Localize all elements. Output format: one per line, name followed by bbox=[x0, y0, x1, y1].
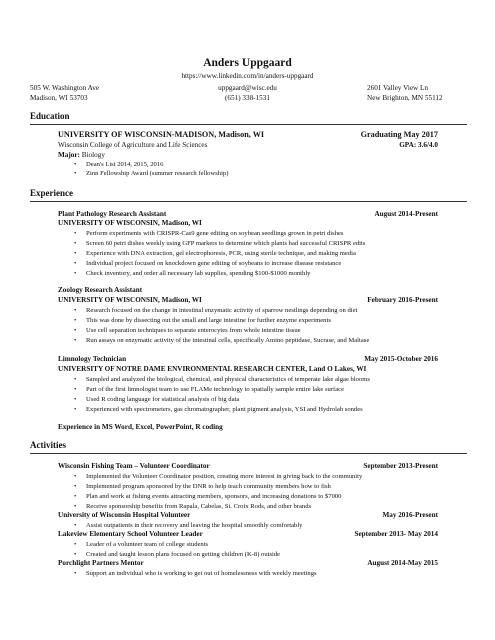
activity-bullet: • Implemented program sponsored by the DNR to help teach community members how to fish bbox=[86, 482, 331, 491]
job-bullet: • Experience with DNA extraction, gel electrophoresis, PCR, using sterile technique, and making media bbox=[86, 249, 356, 258]
address-line: New Brighton, MN 55112 bbox=[367, 93, 443, 102]
school-name: UNIVERSITY OF WISCONSIN-MADISON, Madison, WI bbox=[58, 130, 265, 139]
graduation-date: Graduating May 2017 bbox=[360, 130, 438, 139]
activity-role: University of Wisconsin Hospital Volunteer bbox=[58, 511, 191, 519]
job-bullet: • Part of the first limnologist team to use FLAMe technology to spatially sample entire lake surface bbox=[86, 385, 344, 394]
activity-dates: August 2014-May 2015 bbox=[367, 559, 438, 567]
activity-header bbox=[58, 530, 438, 539]
activity-role: Porchlight Partners Mentor bbox=[58, 559, 144, 567]
activity-dates: September 2013- May 2014 bbox=[354, 530, 438, 538]
activity-bullet: • Created and taught lesson plans focused on getting children (K-8) outside bbox=[86, 550, 280, 559]
phone: (651) 338-1531 bbox=[225, 93, 270, 102]
section-title-education: Education bbox=[30, 111, 70, 121]
activity-header bbox=[58, 559, 438, 568]
education-college bbox=[58, 141, 438, 149]
job-header bbox=[58, 210, 438, 219]
activity-role: Wisconsin Fishing Team – Volunteer Coordinator bbox=[58, 462, 210, 470]
job-org-line bbox=[58, 296, 438, 305]
activity-bullet: • Implemented the Volunteer Coordinator position, creating more interest in giving back to the community bbox=[86, 472, 362, 481]
address-line: 2601 Valley View Ln bbox=[367, 84, 428, 92]
job-org: UNIVERSITY OF WISCONSIN, Madison, WI bbox=[58, 219, 202, 227]
honor-item: • Dean's List 2014, 2015, 2016 bbox=[86, 160, 163, 169]
job-role: Zoology Research Assistant bbox=[58, 286, 143, 294]
education-major bbox=[58, 151, 438, 159]
address-line: 505 W. Washington Ave bbox=[30, 84, 100, 92]
job-header bbox=[58, 355, 438, 364]
job-bullet: • Individual project focused on knockdown gene editing of soybeans to increase disease resistance bbox=[86, 259, 341, 268]
job-bullet: • Experienced with spectrometers, gas chromatographer, plant pigment analysis, YSI and Hydrolab sondes bbox=[86, 405, 363, 414]
job-bullet: • Screen 60 petri dishes weekly using GFP markers to determine which plants had successful CRISPR edits bbox=[86, 239, 365, 248]
linkedin-link[interactable]: https://www.linkedin.com/in/anders-uppgaard bbox=[181, 72, 314, 80]
section-divider bbox=[30, 453, 467, 454]
section-divider bbox=[30, 201, 467, 202]
activity-bullet: • Support an individual who is working to get out of homelessness with weekly meetings bbox=[86, 569, 317, 578]
activity-bullet: • Plan and work at fishing events attracting members, sponsors, and increasing donations to $7000 bbox=[86, 492, 341, 501]
job-dates: August 2014-Present bbox=[374, 210, 438, 218]
job-bullet: • This was done by dissecting out the small and large intestine for further enzyme experiments bbox=[86, 316, 331, 325]
resume-name: Anders Uppgaard bbox=[203, 57, 292, 69]
honor-item: • Zinn Fellowship Award (summer research fellowship) bbox=[86, 169, 228, 178]
job-bullet: • Run assays on enzymatic activity of the intestinal cells, specifically Amino peptidase, Sucrase, and Maltase bbox=[86, 336, 369, 345]
college-name: Wisconsin College of Agriculture and Life Sciences bbox=[58, 141, 208, 149]
job-role: Plant Pathology Research Assistant bbox=[58, 210, 167, 218]
job-bullet: • Used R coding language for statistical analysis of big data bbox=[86, 395, 239, 404]
activity-header bbox=[58, 511, 438, 520]
job-bullet: • Check inventory, and order all necessary lab supplies, spending $100-$1000 monthly bbox=[86, 269, 310, 278]
job-dates: February 2016-Present bbox=[367, 296, 438, 304]
education-school bbox=[58, 130, 438, 139]
job-dates: May 2015-October 2016 bbox=[364, 355, 438, 363]
job-org: UNIVERSITY OF NOTRE DAME ENVIRONMENTAL RESEARCH CENTER, Land O Lakes, WI bbox=[58, 365, 367, 373]
skills-line: Experience in MS Word, Excel, PowerPoint, R coding bbox=[58, 423, 223, 431]
gpa: GPA: 3.6/4.0 bbox=[399, 141, 438, 149]
activity-role: Lakeview Elementary School Volunteer Leader bbox=[58, 530, 203, 538]
activity-bullet: • Receive sponsorship benefits from Rapala, Cabelas, St. Croix Rods, and other brands bbox=[86, 502, 311, 511]
address-permanent bbox=[367, 84, 443, 103]
section-divider bbox=[30, 124, 467, 125]
job-bullet: • Use cell separation techniques to separate enterocytes from whole intestine tissue bbox=[86, 326, 301, 335]
section-title-activities: Activities bbox=[30, 440, 66, 450]
section-title-experience: Experience bbox=[30, 188, 73, 198]
job-bullet: • Research focused on the change in intestinal enzymatic activity of sparrow nestlings depending on diet bbox=[86, 306, 357, 315]
job-role: Limnology Technician bbox=[58, 355, 127, 363]
job-bullet: • Sampled and analyzed the biological, chemical, and physical characteristics of temperate lake algae blooms bbox=[86, 375, 370, 384]
activity-bullet: • Assist outpatients in their recovery and leaving the hospital smoothly comfortably bbox=[86, 521, 302, 530]
email[interactable]: uppgaard@wisc.edu bbox=[218, 84, 277, 92]
activity-header bbox=[58, 462, 438, 471]
job-org: UNIVERSITY OF WISCONSIN, Madison, WI bbox=[58, 296, 202, 304]
activity-dates: September 2013-Present bbox=[363, 462, 438, 470]
major-label: Major: bbox=[58, 151, 80, 159]
major-value: Biology bbox=[81, 151, 105, 159]
job-header bbox=[58, 286, 438, 295]
activity-bullet: • Leader of a volunteer team of college students bbox=[86, 540, 208, 549]
address-line: Madison, WI 53703 bbox=[30, 93, 88, 102]
activity-dates: May 2016-Present bbox=[382, 511, 438, 519]
job-bullet: • Perform experiments with CRISPR-Cas9 gene editing on soybean seedlings grown in petri dishes bbox=[86, 229, 344, 238]
